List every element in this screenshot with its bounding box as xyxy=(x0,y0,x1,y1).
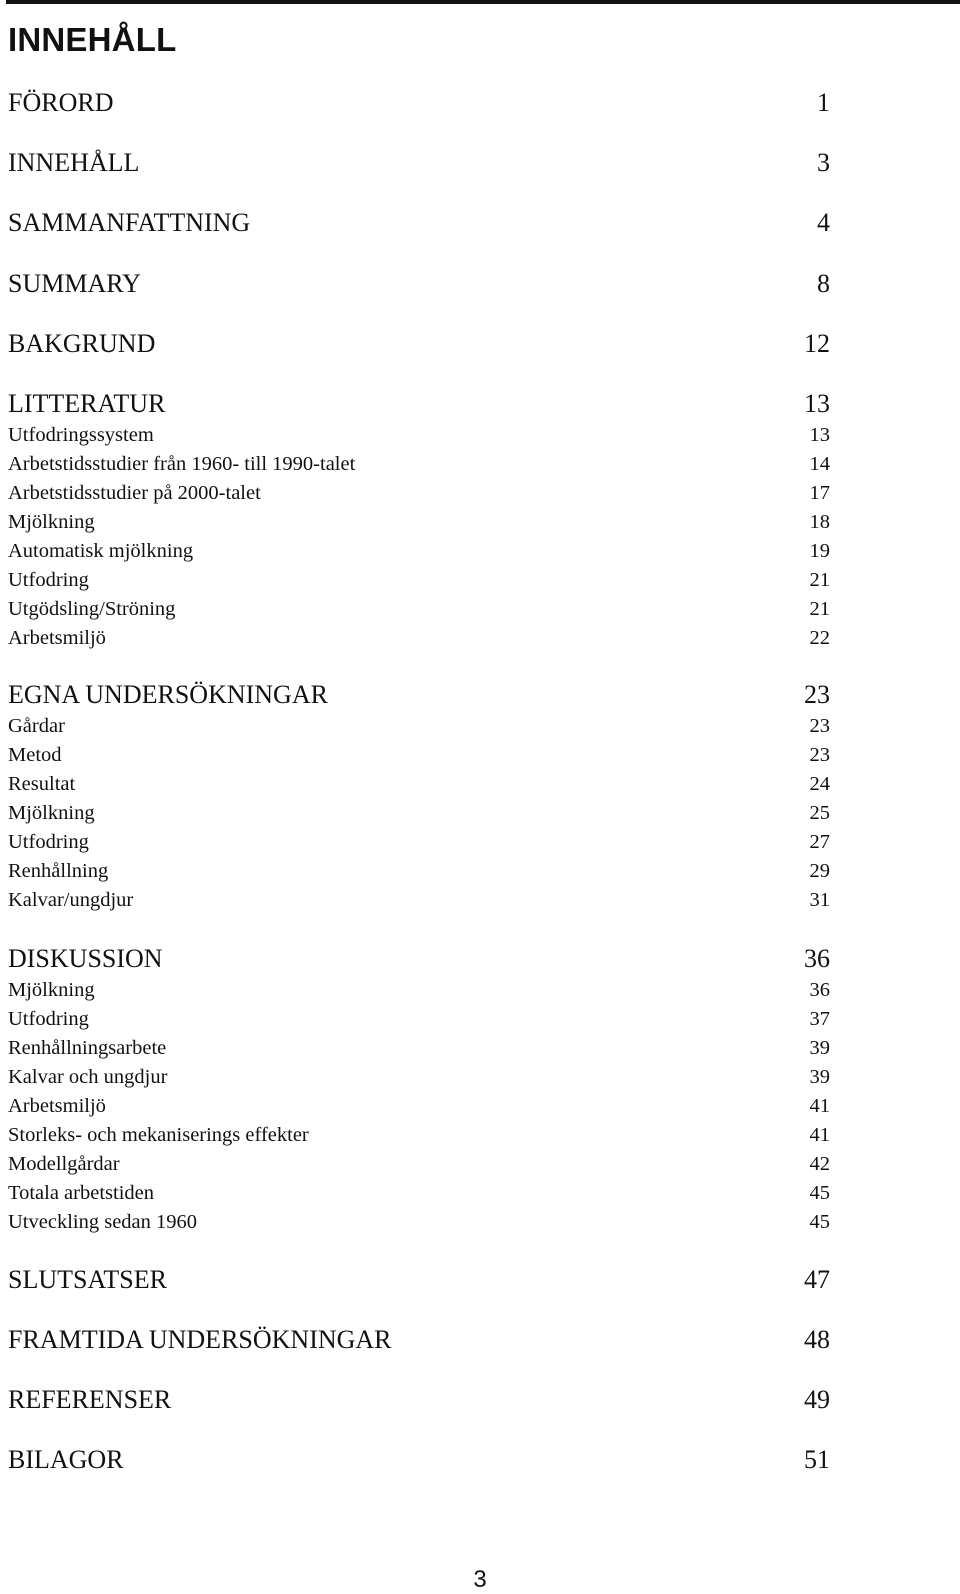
toc-subsection-entry xyxy=(8,568,830,592)
toc-entry-page: 49 xyxy=(804,1385,830,1414)
toc-entry-page: 45 xyxy=(809,1211,830,1233)
toc-entry-page: 27 xyxy=(809,831,830,853)
toc-entry-title: Arbetstidsstudier från 1960- till 1990-talet xyxy=(8,453,356,475)
toc-entry-title: Mjölkning xyxy=(8,979,95,1001)
toc-entry-title: DISKUSSION xyxy=(8,944,163,973)
toc-entry-title: Kalvar och ungdjur xyxy=(8,1066,168,1088)
toc-entry-title: SLUTSATSER xyxy=(8,1265,167,1294)
toc-subsection-entry xyxy=(8,510,830,534)
toc-entry-page: 25 xyxy=(809,802,830,824)
toc-entry-title: Arbetstidsstudier på 2000-talet xyxy=(8,482,261,504)
toc-entry-title: REFERENSER xyxy=(8,1385,172,1414)
toc-subsection-entry xyxy=(8,772,830,796)
toc-entry-title: Utfodringssystem xyxy=(8,424,154,446)
toc-entry-page: 51 xyxy=(804,1445,830,1474)
toc-entry-page: 22 xyxy=(809,627,830,649)
toc-subsection-entry xyxy=(8,859,830,883)
toc-section-entry xyxy=(8,1265,830,1295)
toc-entry-title: Utveckling sedan 1960 xyxy=(8,1211,198,1233)
toc-entry-title: BILAGOR xyxy=(8,1445,124,1474)
toc-section-entry xyxy=(8,944,830,974)
toc-entry-title: EGNA UNDERSÖKNINGAR xyxy=(8,680,328,709)
toc-entry-page: 23 xyxy=(809,744,830,766)
toc-subsection-entry xyxy=(8,1036,830,1060)
toc-subsection-entry xyxy=(8,1094,830,1118)
toc-section-entry xyxy=(8,1385,830,1415)
toc-entry-page: 37 xyxy=(809,1008,830,1030)
toc-entry-page: 29 xyxy=(809,860,830,882)
toc-entry-title: INNEHÅLL xyxy=(8,148,140,177)
toc-entry-title: Utgödsling/Ströning xyxy=(8,598,176,620)
toc-entry-page: 23 xyxy=(809,715,830,737)
toc-entry-page: 45 xyxy=(809,1182,830,1204)
toc-section-entry xyxy=(8,389,830,419)
toc-entry-page: 13 xyxy=(804,389,830,418)
page-number: 3 xyxy=(473,1566,487,1593)
toc-entry-title: Automatisk mjölkning xyxy=(8,540,194,562)
toc-entry-title: Totala arbetstiden xyxy=(8,1182,154,1204)
toc-entry-title: Arbetsmiljö xyxy=(8,627,106,649)
toc-entry-title: SAMMANFATTNING xyxy=(8,208,251,237)
toc-entry-title: Utfodring xyxy=(8,569,89,591)
toc-section-entry xyxy=(8,148,830,178)
toc-entry-page: 41 xyxy=(809,1124,830,1146)
toc-entry-title: Utfodring xyxy=(8,1008,89,1030)
toc-entry-page: 31 xyxy=(809,889,830,911)
toc-subsection-entry xyxy=(8,1007,830,1031)
toc-entry-page: 23 xyxy=(804,680,830,709)
page-title: INNEHÅLL xyxy=(8,21,177,58)
toc-subsection-entry xyxy=(8,597,830,621)
toc-entry-title: Renhållning xyxy=(8,860,109,882)
toc-subsection-entry xyxy=(8,1123,830,1147)
toc-entry-title: Gårdar xyxy=(8,715,65,737)
toc-entry-page: 48 xyxy=(804,1325,830,1354)
toc-entry-title: Utfodring xyxy=(8,831,89,853)
toc-subsection-entry xyxy=(8,978,830,1002)
toc-section-entry xyxy=(8,329,830,359)
toc-entry-title: Mjölkning xyxy=(8,511,95,533)
toc-entry-page: 36 xyxy=(804,944,830,973)
toc-subsection-entry xyxy=(8,481,830,505)
toc-entry-title: Kalvar/ungdjur xyxy=(8,889,134,911)
toc-entry-page: 19 xyxy=(809,540,830,562)
toc-entry-page: 21 xyxy=(809,598,830,620)
toc-entry-title: Metod xyxy=(8,744,62,766)
toc-entry-page: 8 xyxy=(817,269,830,298)
toc-entry-page: 17 xyxy=(809,482,830,504)
toc-subsection-entry xyxy=(8,888,830,912)
toc-entry-title: FÖRORD xyxy=(8,88,114,117)
toc-entry-page: 41 xyxy=(809,1095,830,1117)
toc-section-entry xyxy=(8,1445,830,1475)
toc-entry-page: 14 xyxy=(809,453,830,475)
toc-subsection-entry xyxy=(8,714,830,738)
toc-subsection-entry xyxy=(8,626,830,650)
toc-entry-page: 47 xyxy=(804,1265,830,1294)
toc-subsection-entry xyxy=(8,801,830,825)
toc-subsection-entry xyxy=(8,423,830,447)
toc-entry-title: Modellgårdar xyxy=(8,1153,120,1175)
toc-subsection-entry xyxy=(8,830,830,854)
toc-entry-page: 39 xyxy=(809,1037,830,1059)
toc-entry-title: Arbetsmiljö xyxy=(8,1095,106,1117)
toc-entry-page: 42 xyxy=(809,1153,830,1175)
toc-subsection-entry xyxy=(8,1065,830,1089)
toc-subsection-entry xyxy=(8,452,830,476)
toc-entry-page: 36 xyxy=(809,979,830,1001)
toc-entry-title: Storleks- och mekaniserings effekter xyxy=(8,1124,309,1146)
toc-section-entry xyxy=(8,88,830,118)
toc-entry-page: 3 xyxy=(817,148,830,177)
toc-subsection-entry xyxy=(8,539,830,563)
toc-section-entry xyxy=(8,208,830,238)
toc-entry-page: 13 xyxy=(809,424,830,446)
toc-entry-title: Mjölkning xyxy=(8,802,95,824)
toc-section-entry xyxy=(8,269,830,299)
toc-entry-page: 4 xyxy=(817,208,830,237)
toc-entry-page: 18 xyxy=(809,511,830,533)
toc-entry-page: 1 xyxy=(817,88,830,117)
toc-section-entry xyxy=(8,680,830,710)
toc-entry-page: 24 xyxy=(809,773,830,795)
toc-entry-title: Resultat xyxy=(8,773,76,795)
toc-subsection-entry xyxy=(8,1152,830,1176)
toc-subsection-entry xyxy=(8,1210,830,1234)
toc-entry-title: BAKGRUND xyxy=(8,329,156,358)
toc-subsection-entry xyxy=(8,743,830,767)
toc-entry-title: SUMMARY xyxy=(8,269,141,298)
toc-section-entry xyxy=(8,1325,830,1355)
toc-subsection-entry xyxy=(8,1181,830,1205)
toc-entry-page: 12 xyxy=(804,329,830,358)
toc-entry-title: LITTERATUR xyxy=(8,389,166,418)
toc-entry-page: 39 xyxy=(809,1066,830,1088)
toc-entry-page: 21 xyxy=(809,569,830,591)
toc-entry-title: FRAMTIDA UNDERSÖKNINGAR xyxy=(8,1325,392,1354)
toc-entry-title: Renhållningsarbete xyxy=(8,1037,167,1059)
